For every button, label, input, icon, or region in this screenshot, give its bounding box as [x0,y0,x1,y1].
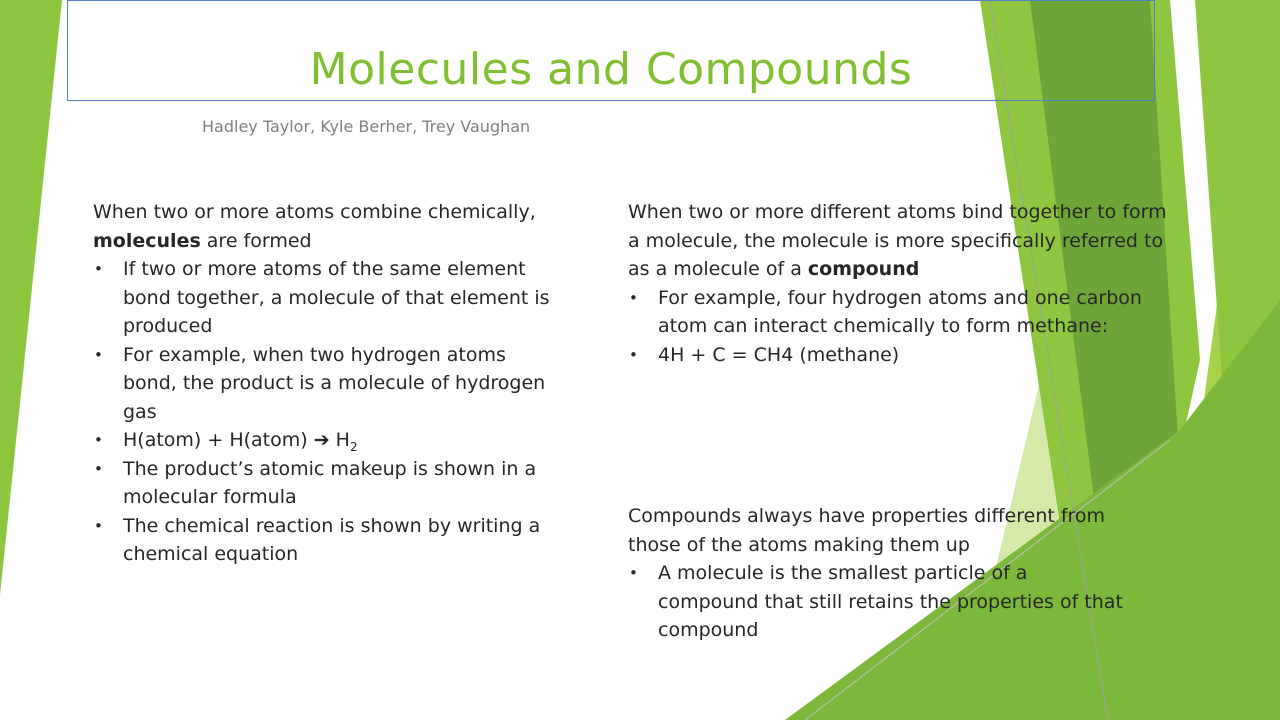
list-item: • The chemical reaction is shown by writing a chemical equation [93,512,563,569]
molecules-term: molecules [93,229,201,252]
properties-intro: Compounds always have properties different from those of the atoms making them up [628,505,1106,556]
left-text-column [93,198,563,569]
slide-title: Molecules and Compounds [309,44,913,95]
compound-term: compound [807,258,920,280]
list-item: • The product’s atomic makeup is shown in a molecular formula [93,455,563,512]
left-green-stripe [0,0,62,595]
equation-list-item: • H(atom) + H(atom) ➔ $H_2$ [93,426,563,455]
compound-intro: When two or more different atoms bind together to form a molecule, the molecule is more specifically referred to as a molecule of a compound [628,201,1167,280]
list-item: • A molecule is the smallest particle of a compound that still retains the properties of that compound [628,559,1128,645]
list-item: • 4H + C = CH4 (methane) [628,341,1168,370]
molecules-intro: When two or more atoms combine chemically, molecules are formed [93,201,536,252]
right-text-column-bottom [628,502,1128,645]
arrow-icon: ➔ [313,429,330,451]
right-text-column-top [628,198,1168,369]
list-item: • For example, four hydrogen atoms and one carbon atom can interact chemically to form methane: [628,284,1168,341]
molecules-bullet-list [93,255,563,569]
list-item: • For example, when two hydrogen atoms bond, the product is a molecule of hydrogen gas [93,341,563,427]
list-item: • If two or more atoms of the same element bond together, a molecule of that element is produced [93,255,563,341]
properties-bullet-list [628,559,1128,645]
compound-bullet-list [628,284,1168,370]
slide-authors: Hadley Taylor, Kyle Berher, Trey Vaughan [202,117,531,136]
